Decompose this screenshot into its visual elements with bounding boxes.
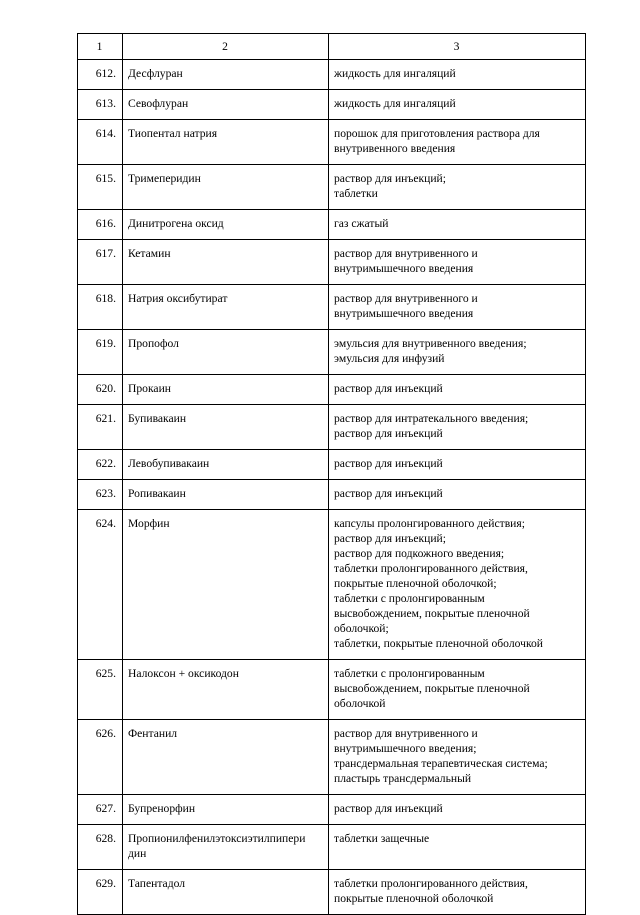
dosage-form-line: таблетки с пролонгированным <box>334 667 485 680</box>
row-number: 614. <box>78 120 123 165</box>
drug-name-cell <box>123 825 329 870</box>
row-number: 612. <box>78 60 123 90</box>
drug-name: Ропивакаин <box>128 487 186 500</box>
drug-name-cell <box>123 720 329 795</box>
row-number: 617. <box>78 240 123 285</box>
table-row <box>78 450 586 480</box>
dosage-form-cell <box>329 660 586 720</box>
row-number: 618. <box>78 285 123 330</box>
dosage-form-line: раствор для инъекций <box>334 802 443 815</box>
dosage-form-line: внутримышечного введения; <box>334 742 477 755</box>
dosage-form-line: раствор для внутривенного и <box>334 292 478 305</box>
drug-name-cell <box>123 795 329 825</box>
dosage-form-line: таблетки <box>334 187 378 200</box>
drug-name-cell <box>123 510 329 660</box>
row-number: 613. <box>78 90 123 120</box>
dosage-form-cell <box>329 720 586 795</box>
dosage-form-cell <box>329 450 586 480</box>
dosage-form-line: жидкость для ингаляций <box>334 97 456 110</box>
drug-name: Десфлуран <box>128 67 183 80</box>
dosage-form-line: внутримышечного введения <box>334 262 474 275</box>
drug-name-continuation: дин <box>128 847 147 860</box>
table-row <box>78 720 586 795</box>
dosage-form-cell <box>329 870 586 915</box>
drug-table <box>77 33 586 915</box>
table-body <box>78 34 586 915</box>
dosage-form-line: пластырь трансдермальный <box>334 772 472 785</box>
header-cell-1: 1 <box>78 34 123 60</box>
drug-name-cell <box>123 450 329 480</box>
dosage-form-cell <box>329 240 586 285</box>
row-number: 628. <box>78 825 123 870</box>
row-number: 627. <box>78 795 123 825</box>
header-cell-3: 3 <box>329 34 586 60</box>
drug-name: Бупренорфин <box>128 802 196 815</box>
table-header-row <box>78 34 586 60</box>
drug-name-cell <box>123 210 329 240</box>
row-number: 623. <box>78 480 123 510</box>
dosage-form-cell <box>329 285 586 330</box>
dosage-form-line: трансдермальная терапевтическая система; <box>334 757 548 770</box>
table-row <box>78 120 586 165</box>
drug-name: Левобупивакаин <box>128 457 210 470</box>
table-row <box>78 480 586 510</box>
drug-name-cell <box>123 660 329 720</box>
drug-name: Пропофол <box>128 337 179 350</box>
table-row <box>78 510 586 660</box>
dosage-form-line: порошок для приготовления раствора для <box>334 127 540 140</box>
dosage-form-cell <box>329 375 586 405</box>
row-number: 629. <box>78 870 123 915</box>
dosage-form-line: раствор для инъекций <box>334 457 443 470</box>
row-number: 616. <box>78 210 123 240</box>
drug-name-cell <box>123 480 329 510</box>
dosage-form-cell <box>329 90 586 120</box>
row-number: 622. <box>78 450 123 480</box>
dosage-form-line: таблетки пролонгированного действия, <box>334 562 528 575</box>
dosage-form-line: высвобождением, покрытые пленочной <box>334 607 530 620</box>
dosage-form-line: покрытые пленочной оболочкой <box>334 892 494 905</box>
row-number: 619. <box>78 330 123 375</box>
dosage-form-line: раствор для инъекций <box>334 427 443 440</box>
dosage-form-line: раствор для внутривенного и <box>334 247 478 260</box>
drug-name: Пропионилфенилэтоксиэтилпипери <box>128 832 306 845</box>
drug-name: Динитрогена оксид <box>128 217 224 230</box>
table-row <box>78 870 586 915</box>
table-row <box>78 240 586 285</box>
dosage-form-cell <box>329 405 586 450</box>
dosage-form-cell <box>329 480 586 510</box>
drug-name: Тиопентал натрия <box>128 127 218 140</box>
drug-name: Севофлуран <box>128 97 189 110</box>
table-row <box>78 210 586 240</box>
dosage-form-cell <box>329 60 586 90</box>
table-row <box>78 660 586 720</box>
table-row <box>78 60 586 90</box>
drug-name-cell <box>123 285 329 330</box>
dosage-form-line: покрытые пленочной оболочкой; <box>334 577 497 590</box>
dosage-form-line: раствор для подкожного введения; <box>334 547 505 560</box>
table-row <box>78 165 586 210</box>
dosage-form-line: эмульсия для инфузий <box>334 352 445 365</box>
drug-name: Тапентадол <box>128 877 186 890</box>
drug-name-cell <box>123 90 329 120</box>
dosage-form-line: раствор для инъекций <box>334 487 443 500</box>
dosage-form-line: газ сжатый <box>334 217 389 230</box>
dosage-form-cell <box>329 510 586 660</box>
dosage-form-line: жидкость для ингаляций <box>334 67 456 80</box>
header-cell-2: 2 <box>123 34 329 60</box>
dosage-form-line: раствор для интратекального введения; <box>334 412 529 425</box>
dosage-form-line: таблетки с пролонгированным <box>334 592 485 605</box>
row-number: 621. <box>78 405 123 450</box>
dosage-form-cell <box>329 120 586 165</box>
dosage-form-cell <box>329 825 586 870</box>
dosage-form-line: внутривенного введения <box>334 142 456 155</box>
drug-name: Фентанил <box>128 727 178 740</box>
drug-name: Прокаин <box>128 382 171 395</box>
dosage-form-line: оболочкой; <box>334 622 389 635</box>
drug-name-cell <box>123 120 329 165</box>
drug-name-cell <box>123 240 329 285</box>
dosage-form-line: таблетки защечные <box>334 832 430 845</box>
table-row <box>78 90 586 120</box>
dosage-form-cell <box>329 210 586 240</box>
dosage-form-line: раствор для внутривенного и <box>334 727 478 740</box>
table-row <box>78 795 586 825</box>
row-number: 626. <box>78 720 123 795</box>
drug-name-cell <box>123 405 329 450</box>
table-row <box>78 330 586 375</box>
row-number: 624. <box>78 510 123 660</box>
dosage-form-cell <box>329 165 586 210</box>
dosage-form-cell <box>329 795 586 825</box>
dosage-form-line: таблетки, покрытые пленочной оболочкой <box>334 637 543 650</box>
dosage-form-cell <box>329 330 586 375</box>
drug-name: Тримеперидин <box>128 172 201 185</box>
drug-name: Кетамин <box>128 247 171 260</box>
row-number: 615. <box>78 165 123 210</box>
table-row <box>78 375 586 405</box>
table-row <box>78 285 586 330</box>
drug-name: Налоксон + оксикодон <box>128 667 239 680</box>
drug-name-cell <box>123 870 329 915</box>
dosage-form-line: эмульсия для внутривенного введения; <box>334 337 527 350</box>
dosage-form-line: раствор для инъекций <box>334 382 443 395</box>
row-number: 620. <box>78 375 123 405</box>
table-row <box>78 825 586 870</box>
drug-name: Бупивакаин <box>128 412 187 425</box>
table-row <box>78 405 586 450</box>
dosage-form-line: таблетки пролонгированного действия, <box>334 877 528 890</box>
drug-name-cell <box>123 165 329 210</box>
drug-name: Натрия оксибутират <box>128 292 228 305</box>
dosage-form-line: оболочкой <box>334 697 386 710</box>
dosage-form-line: высвобождением, покрытые пленочной <box>334 682 530 695</box>
drug-name-cell <box>123 330 329 375</box>
dosage-form-line: капсулы пролонгированного действия; <box>334 517 525 530</box>
dosage-form-line: внутримышечного введения <box>334 307 474 320</box>
dosage-form-line: раствор для инъекций; <box>334 532 446 545</box>
drug-name: Морфин <box>128 517 170 530</box>
dosage-form-line: раствор для инъекций; <box>334 172 446 185</box>
drug-name-cell <box>123 375 329 405</box>
drug-name-cell <box>123 60 329 90</box>
row-number: 625. <box>78 660 123 720</box>
